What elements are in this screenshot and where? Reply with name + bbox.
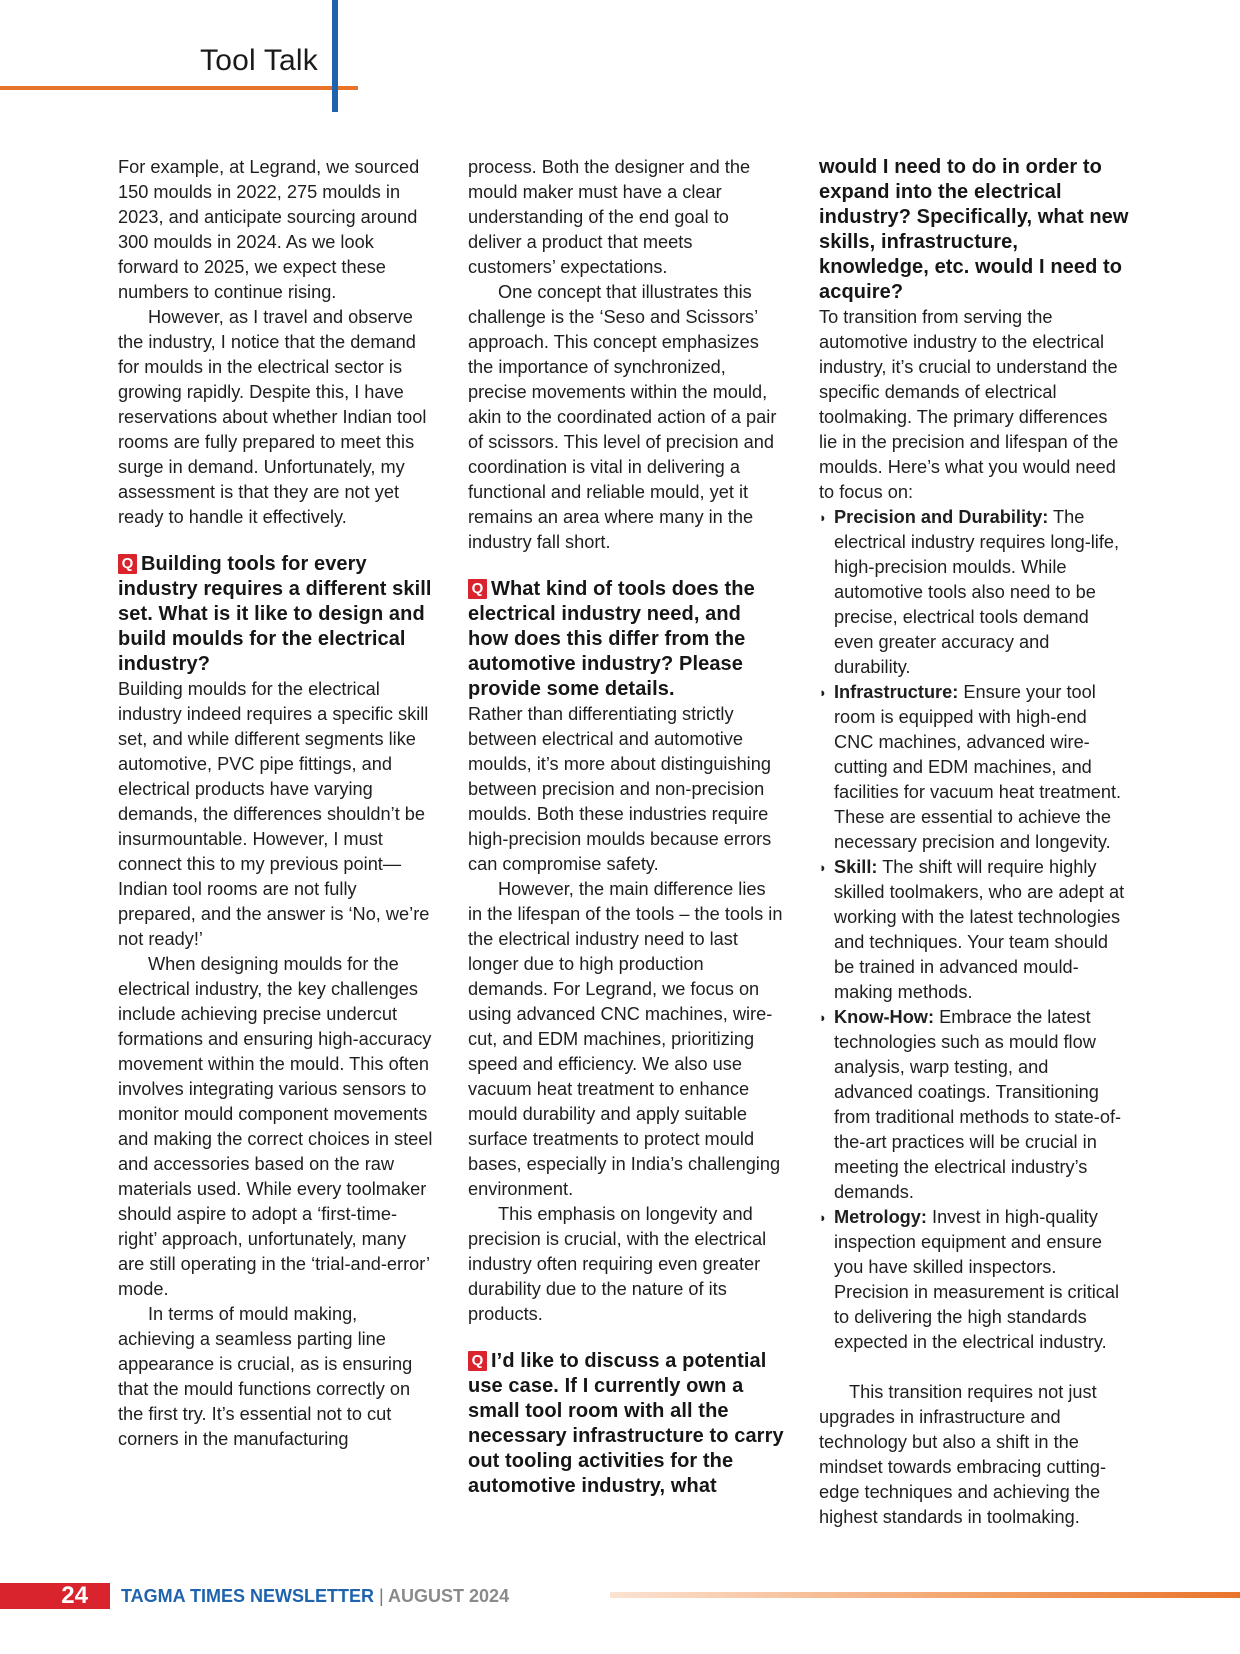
paragraph: For example, at Legrand, we sourced 150 moulds in 2022, 275 moulds in 2023, and anticipate sourcing around 300 moulds in 2024. As we look forward to 2025, we expect these numbers to continue rising. (118, 157, 420, 302)
question-heading-continued: would I need to do in order to expand into the electrical industry? Specifically, what new skills, infrastructure, knowledge, etc. would I need to acquire? (819, 156, 1129, 303)
paragraph: In terms of mould making, achieving a seamless parting line appearance is crucial, as is ensuring that the mould functions correctly on the first try. It’s essential not to cut corners in the manufacturing (118, 1304, 413, 1449)
list-item: ◗ Precision and Durability: The electrical industry requires long-life, high-precision moulds. While automotive tools also need to be precise, electrical tools demand even greater accuracy and durability. (819, 507, 1120, 677)
paragraph: When designing moulds for the electrical industry, the key challenges include achieving precise undercut formations and ensuring high-accuracy movement within the mould. This often involves integrating various sensors to monitor mould component movements and making the correct choices in steel and accessories based on the raw materials used. While every toolmaker should aspire to adopt a ‘first-time-right’ approach, unfortunately, many are still operating in the ‘trial-and-error’ mode. (118, 954, 433, 1299)
bullet-icon: ◗ (819, 1210, 827, 1225)
question-heading: Q Building tools for every industry requires a different skill set. What is it like to design and build moulds for the electrical industry? (118, 553, 432, 675)
bullet-icon: ◗ (819, 860, 827, 875)
paragraph: This transition requires not just upgrades in infrastructure and technology but also a shift in the mindset towards embracing cutting-edge techniques and achieving the highest standards in toolmaking. (819, 1382, 1107, 1527)
bullet-icon: ◗ (819, 510, 827, 525)
paragraph: This emphasis on longevity and precision is crucial, with the electrical industry often requiring even greater durability due to the nature of its products. (468, 1204, 767, 1324)
spacer (819, 1355, 1129, 1380)
issue-date: AUGUST 2024 (388, 1586, 510, 1606)
paragraph: However, as I travel and observe the industry, I notice that the demand for moulds in the electrical sector is growing rapidly. Despite this, I have reservations about whether Indian tool rooms are fully prepared to meet this surge in demand. Unfortunately, my assessment is that they are not yet ready to handle it effectively. (118, 307, 427, 527)
paragraph: One concept that illustrates this challenge is the ‘Seso and Scissors’ approach. This concept emphasizes the importance of synchronized, precise movements within the mould, akin to the coordinated action of a pair of scissors. This level of precision and coordination is vital in delivering a functional and reliable mould, yet it remains an area where many in the industry fall short. (468, 282, 777, 552)
question-heading: Q I’d like to discuss a potential use case. If I currently own a small tool room with all the necessary infrastructure to carry out tooling activities for the automotive industry, what (468, 1350, 784, 1497)
requirements-list (819, 505, 1129, 1355)
article-column-1 (118, 155, 433, 1452)
q-icon: Q (118, 554, 137, 574)
header-orange-rule (0, 86, 358, 90)
paragraph: To transition from serving the automotive industry to the electrical industry, it’s crucial to understand the specific demands of electrical toolmaking. The primary differences lie in the precision and lifespan of the moulds. Here’s what you would need to focus on: (819, 307, 1119, 502)
footer-separator: | (379, 1586, 384, 1606)
bullet-icon: ◗ (819, 685, 827, 700)
question-heading: Q What kind of tools does the electrical industry need, and how does this differ from the automotive industry? Please provide some details. (468, 578, 755, 700)
list-item: ◗ Know-How: Embrace the latest technologies such as mould flow analysis, warp testing, and advanced coatings. Transitioning from traditional methods to state-of-the-art practices will be crucial in meeting the electrical industry’s demands. (819, 1007, 1122, 1202)
article-column-2 (468, 155, 784, 1499)
list-item: ◗ Metrology: Invest in high-quality inspection equipment and ensure you have skilled inspectors. Precision in measurement is critical to delivering the high standards expected in the electrical industry. (819, 1207, 1120, 1352)
q-icon: Q (468, 579, 487, 599)
bullet-icon: ◗ (819, 1010, 827, 1025)
paragraph: Rather than differentiating strictly between electrical and automotive moulds, it’s more about distinguishing between precision and non-precision moulds. Both these industries require high-precision moulds because errors can compromise safety. (468, 704, 772, 874)
article-column-3 (819, 155, 1129, 1530)
publication-name: TAGMA TIMES NEWSLETTER (121, 1586, 374, 1606)
paragraph: However, the main difference lies in the lifespan of the tools – the tools in the electrical industry need to last longer due to high production demands. For Legrand, we focus on using advanced CNC machines, wire-cut, and EDM machines, prioritizing speed and efficiency. We also use vacuum heat treatment to enhance mould durability and apply suitable surface treatments to protect mould bases, especially in India’s challenging environment. (468, 879, 783, 1199)
publication-footer (121, 1584, 509, 1608)
paragraph: Building moulds for the electrical industry indeed requires a specific skill set, and while different segments like automotive, PVC pipe fittings, and electrical products have varying demands, the differences shouldn’t be insurmountable. However, I must connect this to my previous point—Indian tool rooms are not fully prepared, and the answer is ‘No, we’re not ready!’ (118, 679, 430, 949)
list-item: ◗ Skill: The shift will require highly skilled toolmakers, who are adept at working with the latest technologies and techniques. Your team should be trained in advanced mould-making methods. (819, 857, 1125, 1002)
page-number: 24 (0, 1583, 110, 1609)
header-blue-rule (332, 0, 338, 112)
list-item: ◗ Infrastructure: Ensure your tool room is equipped with high-end CNC machines, advanced wire-cutting and EDM machines, and facilities for vacuum heat treatment. These are essential to achieve the necessary precision and longevity. (819, 682, 1122, 852)
section-title: Tool Talk (200, 44, 318, 77)
q-icon: Q (468, 1351, 487, 1371)
footer-gradient-rule (610, 1592, 1240, 1598)
paragraph: process. Both the designer and the mould maker must have a clear understanding of the end goal to deliver a product that meets customers’ expectations. (468, 157, 751, 277)
